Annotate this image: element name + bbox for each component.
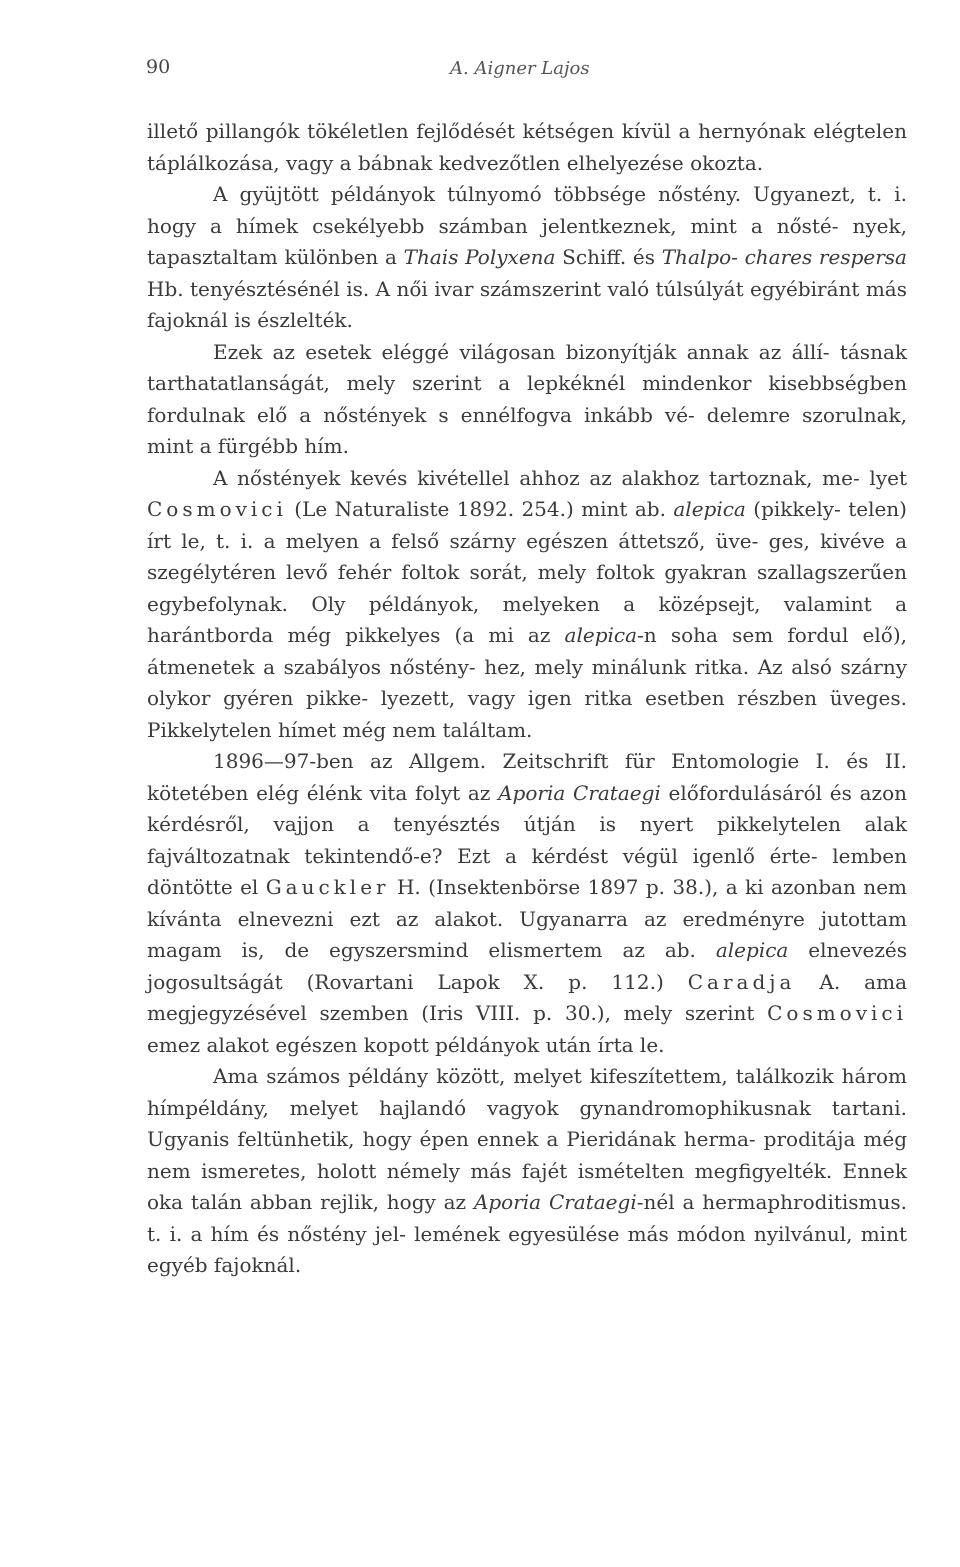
- running-head: A. Aigner Lajos: [450, 58, 590, 79]
- text-run: A nőstények kevés kivétellel ahhoz az alakhoz tartoznak, me- lyet: [213, 465, 907, 490]
- paragraph: [147, 463, 907, 747]
- text-run: emez alakot egészen kopott példányok után írta le.: [147, 1032, 665, 1057]
- italic-text: alepica: [673, 497, 746, 521]
- italic-text: Thalpo- chares respersa: [661, 245, 907, 269]
- text-run: előfordulásáról és azon kérdésről, vajjon a tenyésztés útján is nyert pikkelytelen alak fajváltozatnak tekintendő-e? Ezt a kérdést végül igenlő érte- lemben döntötte el: [147, 780, 907, 899]
- text-run: Schiff. és: [555, 245, 662, 269]
- text-run: illető pillangók tökéletlen fejlődését kétségen kívül a hernyónak elégtelen táplálkozása, vagy a bábnak kedvezőtlen elhelyezése okozta.: [147, 119, 907, 175]
- italic-text: Aporia Crataegi: [498, 780, 661, 805]
- paragraph: [147, 1061, 907, 1282]
- text-run: Hb. tenyésztésénél is. A női ivar számszerint való túlsúlyát egyébiránt más fajoknál is észlelték.: [147, 276, 907, 332]
- text-run: Ezek az esetek eléggé világosan bizonyítják annak az állí- tásnak tarthatatlanságát, mely szerint a lepkéknél mindenkor kisebbségben fordulnak elő a nőstények s ennélfogva inkább vé- delemre szorulnak, mint a fürgébb hím.: [147, 339, 907, 458]
- italic-text: alepica: [564, 623, 638, 647]
- text-run: H. (Insektenbörse 1897 p. 38.), a ki azonban nem kívánta elnevezni ezt az alakot. Ugyanarra az eredményre jutottam magam is, de egyszersmind elismertem az ab.: [147, 875, 907, 962]
- text-run: A. ama megjegyzésével szemben (Iris VIII. p. 30.), mely szerint: [147, 969, 907, 1025]
- paragraph: [147, 337, 907, 463]
- text-run: -n soha sem fordul elő), átmenetek a szabályos nőstény- hez, mely minálunk ritka. Az alsó szárny olykor gyéren pikke- lyezett, vagy igen ritka esetben részben üveges. Pikkelytelen hímet még nem találtam.: [147, 623, 907, 742]
- spaced-name: Cosmovici: [147, 497, 287, 521]
- italic-text: Aporia Crataegi: [473, 1190, 637, 1214]
- text-run: A gyüjtött példányok túlnyomó többsége nőstény. Ugyanezt, t. i. hogy a hímek csekélyebb számban jelentkeznek, mint a nősté- nyek, tapasztaltam különben a: [147, 182, 907, 269]
- paragraph: [147, 116, 907, 179]
- text-run: 1896—97-ben az Allgem. Zeitschrift für Entomologie I. és II. kötetében elég élénk vita folyt az: [147, 749, 907, 805]
- paragraph: [147, 179, 907, 337]
- body-text: [147, 116, 907, 1282]
- spaced-name: Gauckler: [265, 875, 390, 899]
- italic-text: Thais Polyxena: [403, 245, 556, 269]
- text-run: -nél a hermaphroditismus. t. i. a hím és nőstény jel- lemének egyesülése más módon nyilvánul, mint egyéb fajoknál.: [147, 1190, 908, 1277]
- italic-text: alepica: [715, 938, 789, 962]
- paragraph: [147, 746, 907, 1061]
- page-number: 90: [146, 56, 171, 78]
- text-run: Ama számos példány között, melyet kifeszítettem, találkozik három hímpéldány, melyet hajlandó vagyok gynandromophikusnak tartani. Ugyanis feltünhetik, hogy épen ennek a Pieridának herma- proditája még nem ismeretes, holott némely más fajét ismételten megfigyelték. Ennek oka talán abban rejlik, hogy az: [147, 1064, 907, 1214]
- text-run: elnevezés jogosultságát (Rovartani Lapok X. p. 112.): [147, 938, 907, 994]
- text-run: (Le Naturaliste 1892. 254.) mint ab.: [286, 497, 674, 521]
- text-run: (pikkely- telen) írt le, t. i. a melyen a felső szárny egészen áttetsző, üve- ges, kivéve a szegélytéren levő fehér foltok sorát, mely foltok gyakran szallagszerűen egybefolynak. Oly példányok, melyeken a középsejt, valamint a harántborda még pikkelyes (a mi az: [147, 497, 907, 647]
- spaced-name: Cosmovici: [767, 1001, 907, 1025]
- spaced-name: Caradja: [687, 969, 796, 994]
